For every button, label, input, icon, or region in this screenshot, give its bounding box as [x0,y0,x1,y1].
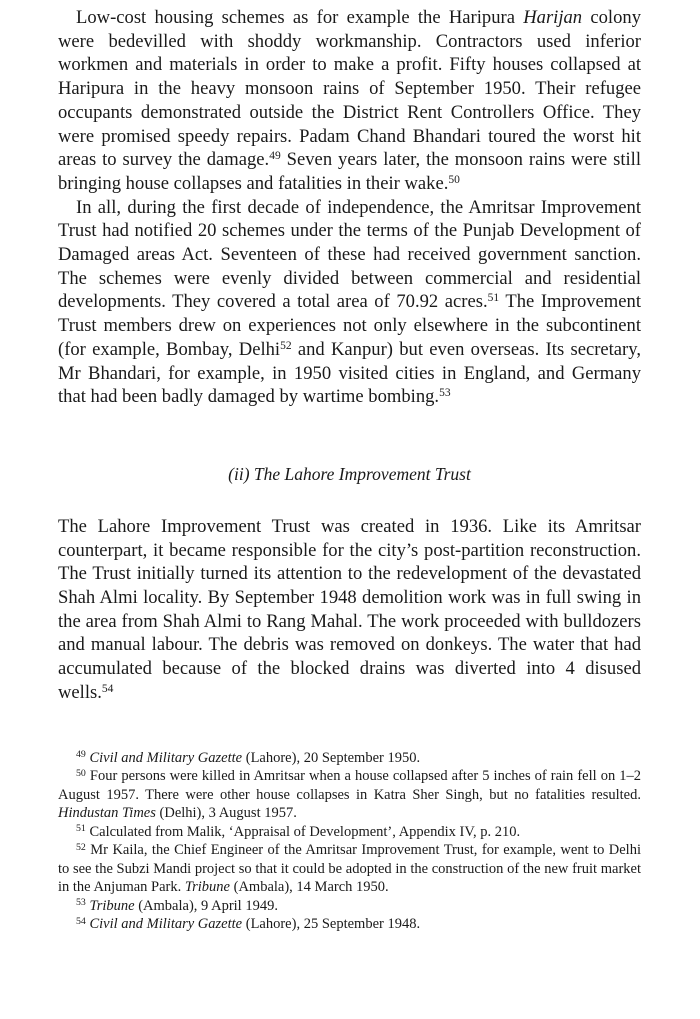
footnote-number: 53 [76,897,86,909]
paragraph-lahore-trust: The Lahore Improvement Trust was created in 1936. Like its Amritsar counterpart, it became responsible for the city’s post-partition reconstruction. The Trust initially turned its attention to the redevelopment of the devastated Shah Almi locality. By September 1948 demolition work was in full swing in the area from Shah Almi to Rang Mahal. The work proceeded with bulldozers and manual labour. The debris was removed on donkeys. The water that had accumulated because of the blocked drains was diverted into 4 disused wells.$^{54}$ [58,515,641,703]
footnote-54: $^{54}$ Civil and Military Gazette (Lahore), 25 September 1948. [76,915,421,933]
footnote-ref[interactable]: 51 [487,292,500,305]
footnote-number: 51 [76,823,86,835]
footnote-ref[interactable]: 54 [101,682,114,695]
book-page [58,6,641,934]
footnote-number: 50 [76,767,86,779]
footnote-52: $^{52}$ Mr Kaila, the Chief Engineer of the Amritsar Improvement Trust, for example, went to Delhi to see the Subzi Mandi project so that it could be adopted in the construction of the new fruit market in the Anjuman Park. Tribune (Ambala), 14 March 1950. [58,841,641,896]
footnote-ref[interactable]: 53 [439,386,451,399]
footnote-number: 52 [76,841,86,853]
footnote-49: $^{49}$ Civil and Military Gazette (Lahore), 20 September 1950. [76,749,421,766]
footnote-number: 54 [76,915,86,927]
paragraph-haripura-housing: Low-cost housing schemes as for example the Haripura Harijan colony were bedevilled with shoddy workmanship. Contractors used inferior workmen and materials in order to make a profit. Fifty houses collapsed at Haripura in the heavy monsoon rains of September 1950. Their refugee occupants demonstrated outside the District Rent Controllers Office. They were promised speedy repairs. Padam Chand Bhandari toured the worst hit areas to survey the damage.$^{49}$ Seven years later, the monsoon rains were still bringing house collapses and fatalities in their wake.$^{50}$ [58,7,641,194]
main-text [58,6,641,705]
footnote-ref[interactable]: 49 [269,149,281,162]
footnote-number: 49 [76,749,86,761]
italic-term: Harijan [523,7,583,28]
footnote-53: $^{53}$ Tribune (Ambala), 9 April 1949. [76,897,278,914]
footnote-51: $^{51}$ Calculated from Malik, ‘Appraisal of Development’, Appendix IV, p. 210. [76,823,521,840]
footnote-ref[interactable]: 52 [280,339,292,352]
section-heading: (ii) The Lahore Improvement Trust [228,463,471,484]
footnote-ref[interactable]: 50 [448,173,460,186]
footnotes [58,749,641,934]
footnote-50: $^{50}$ Four persons were killed in Amritsar when a house collapsed after 5 inches of rain fell on 1–2 August 1957. There were other house collapses in Katra Sher Singh, but no fatalities resulted. Hindustan Times (Delhi), 3 August 1957. [58,767,641,822]
paragraph-amritsar-schemes: In all, during the first decade of independence, the Amritsar Improvement Trust had notified 20 schemes under the terms of the Punjab Development of Damaged areas Act. Seventeen of these had received government sanction. The schemes were evenly divided between commercial and residential developments. They covered a total area of 70.92 acres.$^{51}$ The Improvement Trust members drew on experiences not only elsewhere in the subcontinent (for example, Bombay, Delhi$^{52}$ and Kanpur) but even overseas. Its secretary, Mr Bhandari, for example, in 1950 visited cities in England, and Germany that had been badly damaged by wartime bombing.$^{53}$ [58,196,641,408]
